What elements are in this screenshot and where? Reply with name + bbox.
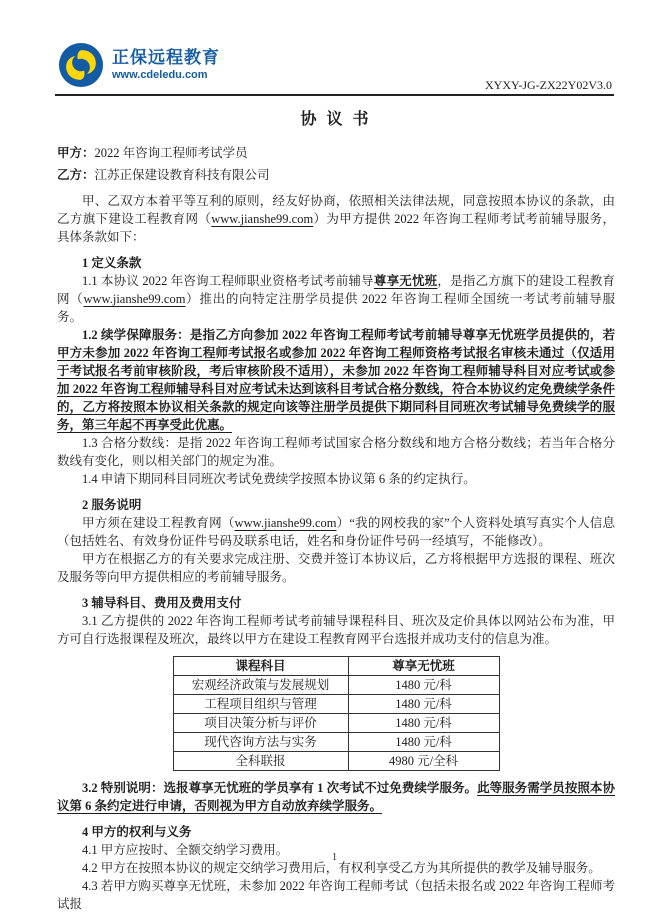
paragraph-1-2 <box>57 326 615 434</box>
document-content <box>57 104 615 913</box>
text-run: 1.2 续学保障服务：是指乙方向参加 2022 年咨询工程师考试考前辅导尊享无忧班学员提供的，若 <box>82 328 615 342</box>
document-header <box>0 0 669 97</box>
section-heading-3: 3 辅导科目、费用及费用支付 <box>82 596 242 610</box>
url-link[interactable]: www.jianshe99.com <box>211 212 314 226</box>
party-b-value: 江苏正保建设教育科技有限公司 <box>94 168 270 182</box>
table-row <box>173 676 499 695</box>
paragraph-4-3: 4.3 若甲方购买尊享无忧班，未参加 2022 年咨询工程师考试（包括未报名或 2022 年咨询工程师考试报 <box>57 879 615 911</box>
paragraph-1-3: 1.3 合格分数线：是指 2022 年咨询工程师考试国家合格分数线和地方合格分数线；若当年合格分数线有变化，则以相关部门的规定为准。 <box>57 436 615 468</box>
price-cell: 4980 元/全科 <box>348 752 499 771</box>
table-row <box>173 752 499 771</box>
page-number: 1 <box>331 851 338 863</box>
subject-cell: 工程项目组织与管理 <box>173 695 348 714</box>
column-header-subject: 课程科目 <box>173 657 348 676</box>
subject-cell: 宏观经济政策与发展规划 <box>173 676 348 695</box>
brand-text <box>112 48 220 82</box>
subject-cell: 现代咨询方法与实务 <box>173 733 348 752</box>
text-run: 尊享无忧班 <box>373 274 438 288</box>
text-run: 甲方须在建设工程教育网（ <box>82 516 235 530</box>
party-a-label: 甲方： <box>57 146 95 160</box>
text-run: ）为甲方提供 2022 年咨询工程师考试考前辅导服务，具体条款如下： <box>57 212 615 244</box>
price-cell: 1480 元/科 <box>348 676 499 695</box>
price-cell: 1480 元/科 <box>348 733 499 752</box>
section-heading-4: 4 甲方的权利与义务 <box>82 825 192 839</box>
text-run: ，是指乙方旗下的建设工程教育网（ <box>57 274 615 306</box>
price-cell: 1480 元/科 <box>348 714 499 733</box>
brand-logo-icon <box>58 42 104 88</box>
brand-url: www.cdeledu.com <box>112 69 208 81</box>
brand-name: 正保远程教育 <box>112 48 220 67</box>
text-run: 甲方未参加 2022 年咨询工程师考试报名或参加 2022 年咨询工程师资格考试报名审核未通过（仅适用于考试报名考前审核阶段，考后审核阶段不适用），未参加 2022 年咨询工程师辅导科目对应考试或参加 2022 年咨询工程师辅导科目对应考试未达到该科目考试合格分数线，符合本协议约定免费续学条件的，乙方将按照本协议相关条款的规定向该等注册学员提供下期同科目同班次考试辅导免费续学的服务，第三年起不再享受此优惠。 <box>57 346 615 432</box>
paragraph-2-1 <box>57 514 615 550</box>
brand-logo <box>58 42 220 88</box>
paragraph-4-2: 4.2 甲方在按照本协议的规定交纳学习费用后，有权利享受乙方为其所提供的教学及辅导服务。 <box>82 861 601 875</box>
text-run: 此等服务需学员按照本协议第 6 条约定进行申请，否则视为甲方自动放弃续学服务。 <box>57 781 615 813</box>
paragraph-4-1: 4.1 甲方应按时、全额交纳学习费用。 <box>82 843 289 857</box>
paragraph-3-1: 3.1 乙方提供的 2022 年咨询工程师考试考前辅导课程科目、班次及定价具体以网站公布为准，甲方可自行选报课程及班次，最终以甲方在建设工程教育网平台选报并成功支付的信息为准。 <box>57 614 615 646</box>
url-link[interactable]: www.jianshe99.com <box>234 516 337 530</box>
paragraph-1-4: 1.4 申请下期同科目同班次考试免费续学按照本协议第 6 条的约定执行。 <box>82 472 476 486</box>
paragraph-intro <box>57 192 615 246</box>
section-heading-2: 2 服务说明 <box>82 498 142 512</box>
table-row <box>173 714 499 733</box>
party-a-value: 2022 年咨询工程师考试学员 <box>94 146 248 160</box>
column-header-class: 尊享无忧班 <box>348 657 499 676</box>
text-run: 甲、乙双方本着平等互利的原则，经友好协商，依照相关法律法规，同意按照本协议的条款，由乙方旗下建设工程教育网（ <box>57 194 615 226</box>
header-divider <box>55 94 614 96</box>
table-header-row <box>173 657 499 676</box>
course-price-table <box>173 656 500 771</box>
text-run: 1.1 本协议 2022 年咨询工程师职业资格考试考前辅导 <box>82 274 374 288</box>
subject-cell: 项目决策分析与评价 <box>173 714 348 733</box>
text-run: ）“我的网校我的家”个人资料处填写真实个人信息（包括姓名、有效身份证件号码及联系电话，姓名和身份证件号码一经填写，不能修改）。 <box>57 516 615 548</box>
url-link[interactable]: www.jianshe99.com <box>83 292 186 306</box>
text-run: 3.2 特别说明：选报尊享无忧班的学员享有 1 次考试不过免费续学服务。 <box>82 781 478 795</box>
party-b-line <box>57 164 615 186</box>
party-a-line <box>57 142 615 164</box>
table-row <box>173 733 499 752</box>
price-cell: 1480 元/科 <box>348 695 499 714</box>
text-run: ）推出的向特定注册学员提供 2022 年咨询工程师全国统一考试考前辅导服务。 <box>57 292 615 324</box>
page-title: 协 议 书 <box>300 111 372 128</box>
section-heading-1: 1 定义条款 <box>82 256 142 270</box>
paragraph-2-2: 甲方在根据乙方的有关要求完成注册、交费并签订本协议后，乙方将根据甲方选报的课程、班次及服务等向甲方提供相应的考前辅导服务。 <box>57 552 615 584</box>
table-row <box>173 695 499 714</box>
document-code: XYXY-JG-ZX22Y02V3.0 <box>485 78 612 92</box>
paragraph-1-1 <box>57 272 615 326</box>
party-b-label: 乙方： <box>57 168 95 182</box>
paragraph-3-2 <box>57 779 615 815</box>
subject-cell: 全科联报 <box>173 752 348 771</box>
